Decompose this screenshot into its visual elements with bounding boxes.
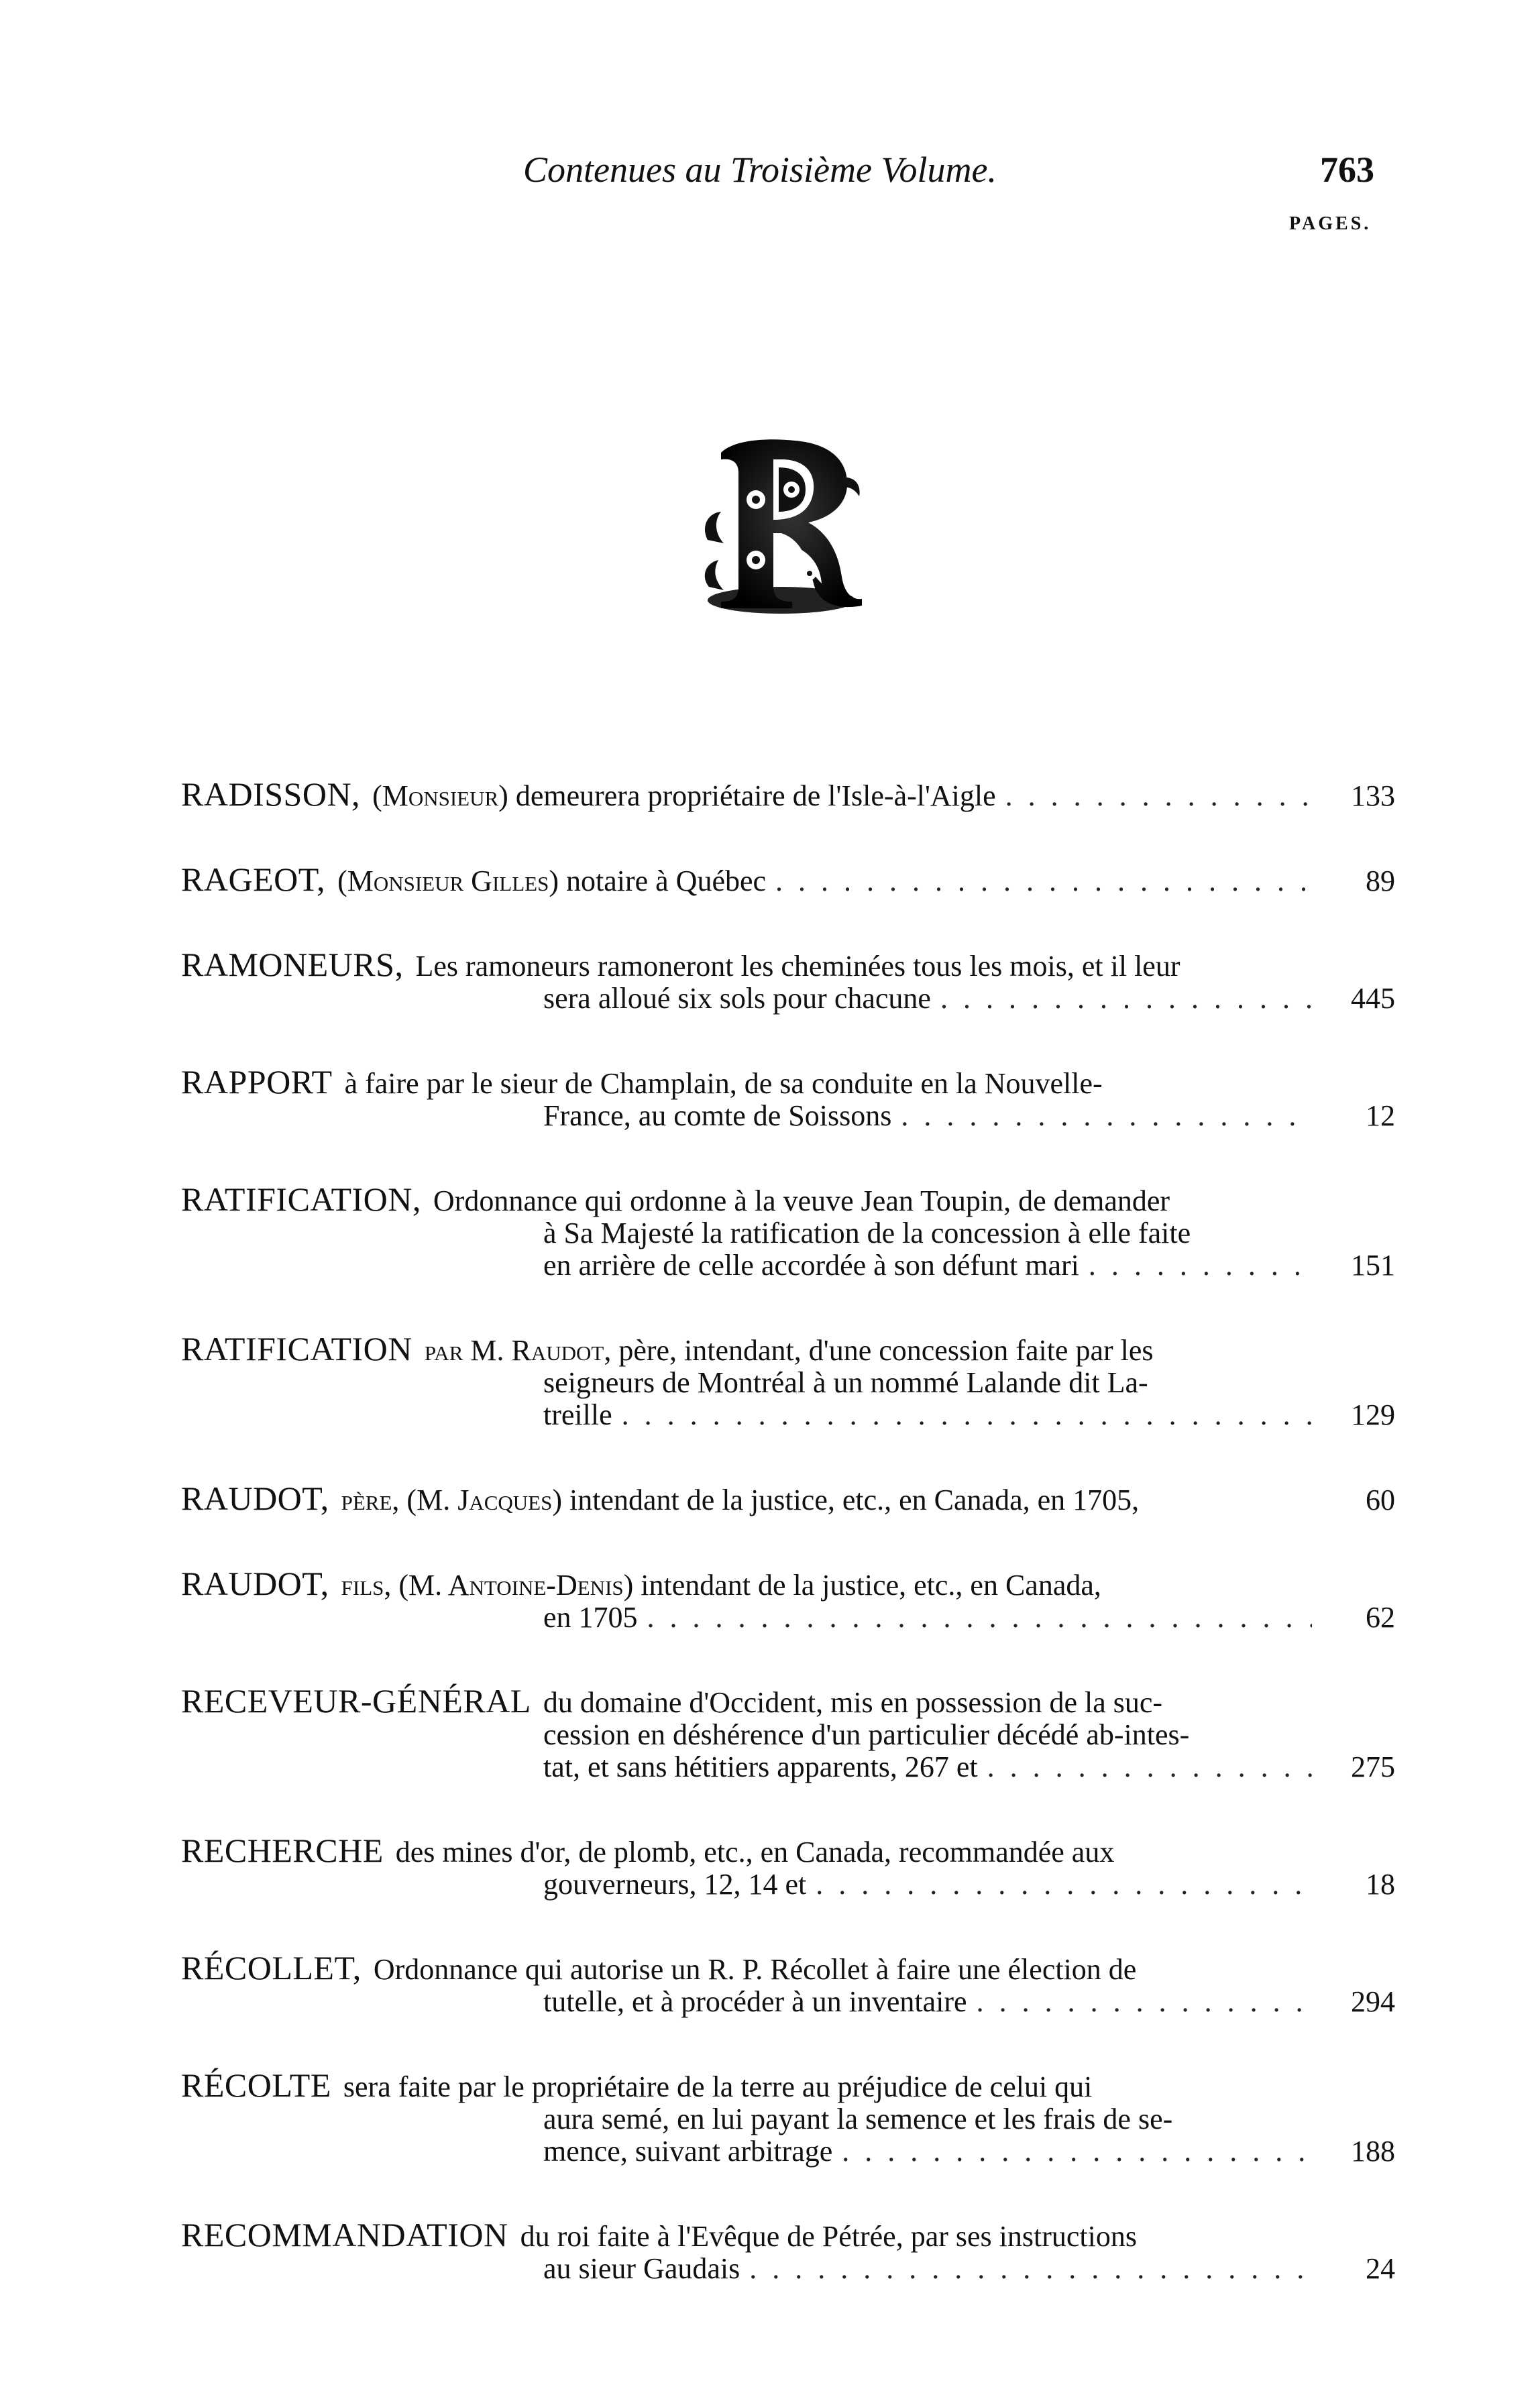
entry-page-ref: 151 — [1351, 1249, 1395, 1282]
entry-text: du domaine d'Occident, mis en possession de la suc- — [543, 1686, 1163, 1719]
entry-keyword: RAGEOT, — [181, 860, 326, 898]
leader-dots — [1089, 1249, 1312, 1282]
running-header: Contenues au Troisième Volume. — [523, 150, 997, 190]
entry-text: intendant de la justice, etc., en Canada, en 1705, — [569, 1484, 1140, 1516]
entry-subtitle: (Monsieur) — [372, 779, 508, 812]
leader-dots — [842, 2135, 1312, 2168]
leader-dots — [1005, 780, 1312, 812]
index-entry — [181, 1180, 1395, 1282]
index-entry — [181, 1682, 1395, 1783]
entry-text: intendant de la justice, etc., en Canada, — [641, 1569, 1101, 1602]
entry-keyword: RAPPORT — [181, 1063, 333, 1101]
index-entry — [181, 1834, 1395, 1901]
entry-keyword: RADISSON, — [181, 775, 361, 813]
pages-column-label: PAGES. — [1289, 213, 1372, 234]
entry-text: gouverneurs, 12, 14 et — [543, 1868, 807, 1901]
leader-dots — [749, 2253, 1312, 2285]
entry-text: demeurera propriétaire de l'Isle-à-l'Aigle — [515, 779, 996, 812]
index-entry — [181, 2066, 1395, 2168]
entry-keyword: RAUDOT, — [181, 1565, 329, 1602]
entry-page-ref: 275 — [1351, 1750, 1395, 1783]
leader-dots — [987, 1751, 1312, 1783]
index-entry — [181, 2216, 1395, 2285]
entry-keyword: RECEVEUR-GÉNÉRAL — [181, 1682, 531, 1720]
entry-text: seigneurs de Montréal à un nommé Lalande dit La- — [543, 1366, 1148, 1399]
entry-page-ref: 133 — [1351, 779, 1395, 812]
leader-dots — [977, 1986, 1312, 2018]
entry-keyword: RAMONEURS, — [181, 946, 404, 983]
entry-subtitle: (Monsieur Gilles) — [337, 864, 559, 897]
entry-text: treille — [543, 1398, 612, 1431]
index-entry — [181, 1479, 1395, 1517]
entry-text: cession en déshérence d'un particulier décédé ab-intes- — [543, 1718, 1190, 1751]
entry-text: Ordonnance qui autorise un R. P. Récollet à faire une élection de — [373, 1953, 1137, 1986]
entry-keyword: RATIFICATION — [181, 1330, 412, 1367]
leader-dots — [622, 1399, 1312, 1431]
entry-page-ref: 24 — [1366, 2252, 1395, 2285]
index-entry — [181, 775, 1395, 813]
entry-keyword: RAUDOT, — [181, 1479, 329, 1517]
entry-text: aura semé, en lui payant la semence et les frais de se- — [543, 2103, 1173, 2135]
leader-dots — [901, 1100, 1312, 1132]
entry-text: tat, et sans hétitiers apparents, 267 et — [543, 1750, 978, 1783]
entry-text: au sieur Gaudais — [543, 2252, 740, 2285]
index-entry — [181, 860, 1395, 898]
entry-text: mence, suivant arbitrage — [543, 2135, 833, 2168]
leader-dots — [816, 1868, 1312, 1901]
leader-dots — [940, 983, 1312, 1015]
entry-text: France, au comte de Soissons — [543, 1099, 892, 1132]
entry-text: du roi faite à l'Evêque de Pétrée, par ses instructions — [520, 2220, 1137, 2253]
entry-page-ref: 445 — [1351, 982, 1395, 1015]
entry-text: en arrière de celle accordée à son défunt mari — [543, 1249, 1079, 1282]
leader-dots — [775, 865, 1312, 897]
entry-text: en 1705 — [543, 1601, 638, 1634]
entry-page-ref: 60 — [1366, 1484, 1395, 1516]
leader-dots — [647, 1602, 1312, 1634]
entry-page-ref: 294 — [1351, 1985, 1395, 2018]
entry-page-ref: 18 — [1366, 1868, 1395, 1901]
index-entry — [181, 1063, 1395, 1132]
entry-keyword: RECOMMANDATION — [181, 2216, 508, 2253]
entry-keyword: RATIFICATION, — [181, 1180, 421, 1218]
index-entry — [181, 1949, 1395, 2018]
entry-page-ref: 12 — [1366, 1099, 1395, 1132]
page-number: 763 — [1320, 150, 1374, 190]
entry-page-ref: 188 — [1351, 2135, 1395, 2168]
entry-page-ref: 62 — [1366, 1601, 1395, 1634]
entry-subtitle: par M. Raudot, — [424, 1334, 612, 1367]
entry-text: tutelle, et à procéder à un inventaire — [543, 1985, 967, 2018]
entry-text: à faire par le sieur de Champlain, de sa conduite en la Nouvelle- — [344, 1067, 1103, 1100]
entry-subtitle: fils, (M. Antoine-Denis) — [341, 1569, 634, 1602]
index-entries — [181, 775, 1395, 2336]
entry-keyword: RÉCOLLET, — [181, 1949, 362, 1987]
entry-keyword: RECHERCHE — [181, 1832, 384, 1869]
entry-text: à Sa Majesté la ratification de la concession à elle faite — [543, 1217, 1191, 1249]
entry-text: sera alloué six sols pour chacune — [543, 982, 931, 1015]
entry-text: des mines d'or, de plomb, etc., en Canada, recommandée aux — [395, 1836, 1115, 1868]
entry-text: père, intendant, d'une concession faite par les — [618, 1334, 1154, 1367]
entry-text: sera faite par le propriétaire de la terre au préjudice de celui qui — [343, 2070, 1093, 2103]
entry-page-ref: 89 — [1366, 864, 1395, 897]
entry-keyword: RÉCOLTE — [181, 2066, 331, 2104]
index-entry — [181, 1567, 1395, 1634]
ornamental-drop-cap-r — [694, 433, 869, 617]
entry-subtitle: père, (M. Jacques) — [341, 1484, 562, 1516]
index-entry — [181, 948, 1395, 1015]
entry-page-ref: 129 — [1351, 1398, 1395, 1431]
entry-text: notaire à Québec — [565, 864, 767, 897]
entry-text: Ordonnance qui ordonne à la veuve Jean Toupin, de demander — [433, 1184, 1170, 1217]
index-entry — [181, 1330, 1395, 1431]
entry-text: Les ramoneurs ramoneront les cheminées tous les mois, et il leur — [415, 950, 1180, 983]
